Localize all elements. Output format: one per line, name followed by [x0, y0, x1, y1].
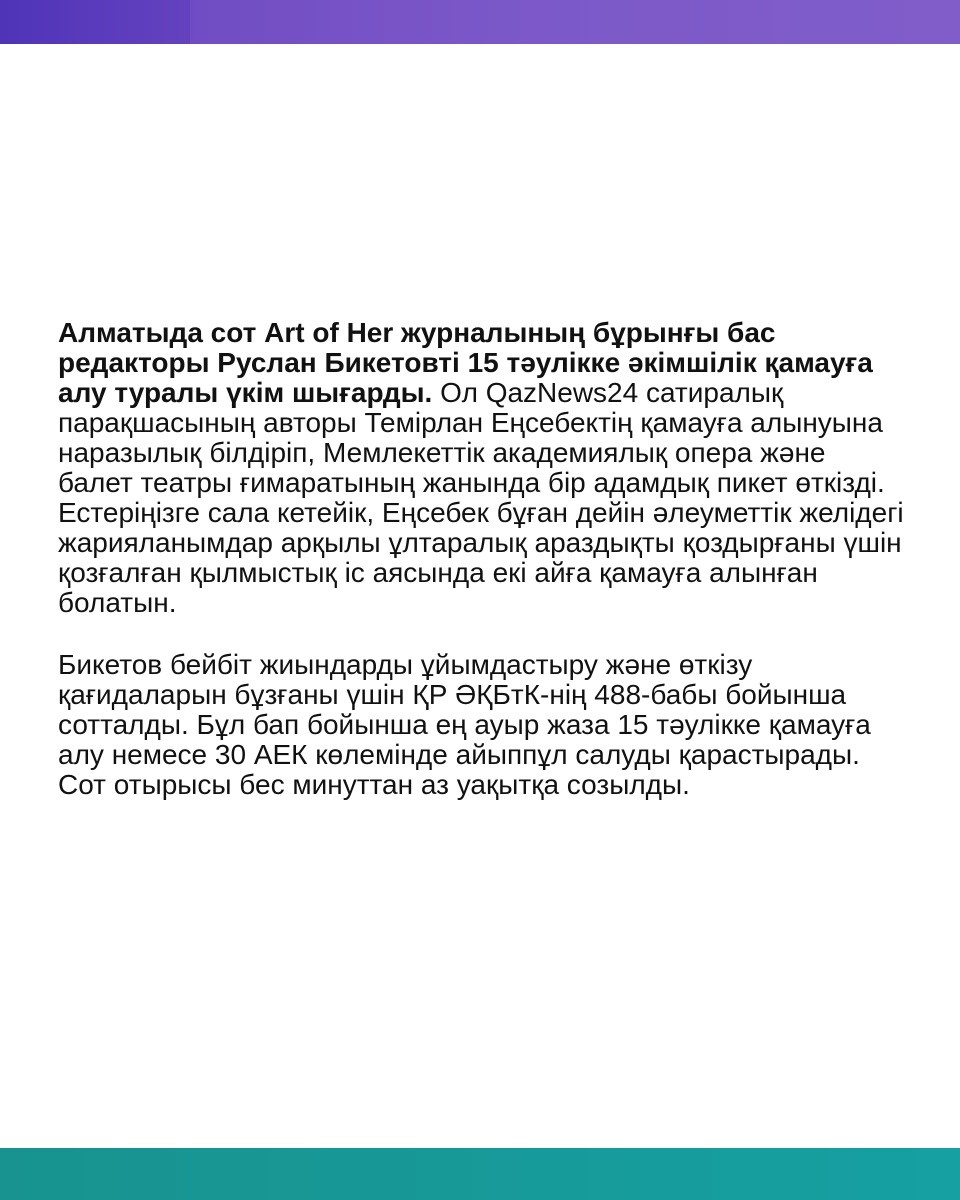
article-paragraph-1 [58, 318, 908, 618]
article-paragraph-1-text: Ол QazNews24 сатиралық парақшасының авторы Темірлан Еңсебектің қамауға алынуына наразылық білдіріп, Мемлекеттік академиялық опера және балет театры ғимаратының жанында бір адамдық пикет өткізді. Естеріңізге сала кетейік, Еңсебек бұған дейін әлеуметтік желідегі жарияланымдар арқылы ұлтаралық араздықты қоздырғаны үшін қозғалған қылмыстық іс аясында екі айға қамауға алынған болатын. [58, 377, 904, 618]
top-gradient-band [0, 0, 960, 44]
bottom-gradient-band [0, 1148, 960, 1200]
top-band-accent [190, 0, 960, 44]
article-lead: Алматыда сот Art of Her журналының бұрынғы бас редакторы Руслан Бикетовті 15 тәулікке әкімшілік қамауға алу туралы үкім шығарды. [58, 317, 873, 408]
article-paragraph-2: Бикетов бейбіт жиындарды ұйымдастыру және өткізу қағидаларын бұзғаны үшін ҚР ӘҚБтК-нің 488-бабы бойынша сотталды. Бұл бап бойынша ең ауыр жаза 15 тәулікке қамауға алу немесе 30 АЕК көлемінде айыппұл салуды қарастырады. Сот отырысы бес минуттан аз уақытқа созылды. [58, 649, 871, 800]
article-body [58, 318, 908, 800]
